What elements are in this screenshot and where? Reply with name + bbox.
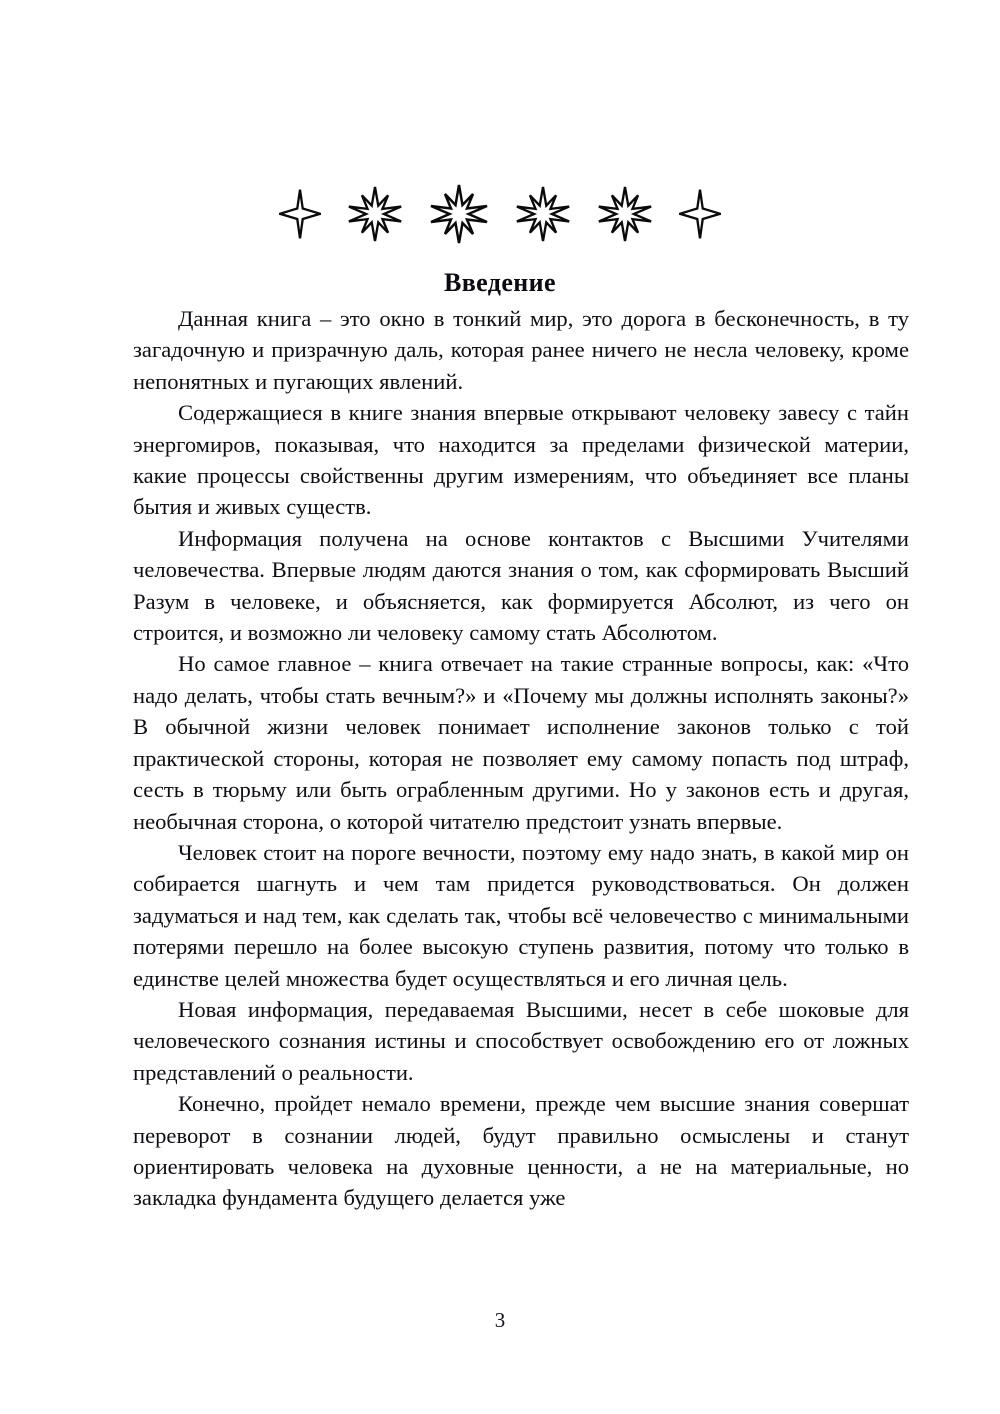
star-8-point-icon — [429, 182, 489, 246]
paragraph: Данная книга – это окно в тонкий мир, это дорога в бесконечность, в ту загадочную и призрачную даль, которая ранее ничего не несла человеку, кроме непонятных и пугающих явлений. — [133, 306, 909, 394]
paragraph: Информация получена на основе контактов с Высшими Учителями человечества. Впервые людям даются знания о том, как сформировать Высший Разум в человеке, и объясняется, как формируется Абсолют, из чего он строится, и возможно ли человеку самому стать Абсолютом. — [133, 525, 909, 646]
page-number: 3 — [494, 1308, 506, 1332]
star-4-point-icon — [679, 188, 721, 240]
paragraph: Новая информация, передаваемая Высшими, несет в себе шоковые для человеческого сознания истины и способствует освобождению его от ложных представлений о реальности. — [133, 996, 909, 1085]
star-divider-ornament — [0, 178, 1000, 250]
star-8-point-icon — [347, 184, 403, 244]
body-text — [133, 303, 909, 1214]
star-4-point-icon — [279, 188, 321, 240]
page-title: Введение — [444, 268, 556, 298]
star-8-point-icon — [515, 184, 571, 244]
paragraph: Конечно, пройдет немало времени, прежде чем высшие знания совершат переворот в сознании людей, будут правильно осмыслены и станут ориентировать человека на духовные ценности, а не на материальные, но закладка фундамента будущего делается уже — [133, 1091, 909, 1211]
paragraph: Но самое главное – книга отвечает на такие странные вопросы, как: «Что надо делать, чтобы стать вечным?» и «Почему мы должны исполнять законы?» В обычной жизни человек понимает исполнение законов только с той практической стороны, которая не позволяет ему самому попасть под штраф, сесть в тюрьму или быть ограбленным другими. Но у законов есть и другая, необычная сторона, о которой читателю предстоит узнать впервые. — [133, 651, 909, 834]
star-8-point-icon — [597, 184, 653, 244]
paragraph: Содержащиеся в книге знания впервые открывают человеку завесу с тайн энергомиров, показывая, что находится за пределами физической материи, какие процессы свойственны другим измерениям, что объединяет все планы бытия и живых существ. — [133, 400, 909, 520]
paragraph: Человек стоит на пороге вечности, поэтому ему надо знать, в какой мир он собирается шагнуть и чем там придется руководствоваться. Он должен задуматься и над тем, как сделать так, чтобы всё человечество с минимальными потерями перешло на более высокую ступень развития, потому что только в единстве целей множества будет осуществляться и его личная цель. — [133, 839, 909, 991]
